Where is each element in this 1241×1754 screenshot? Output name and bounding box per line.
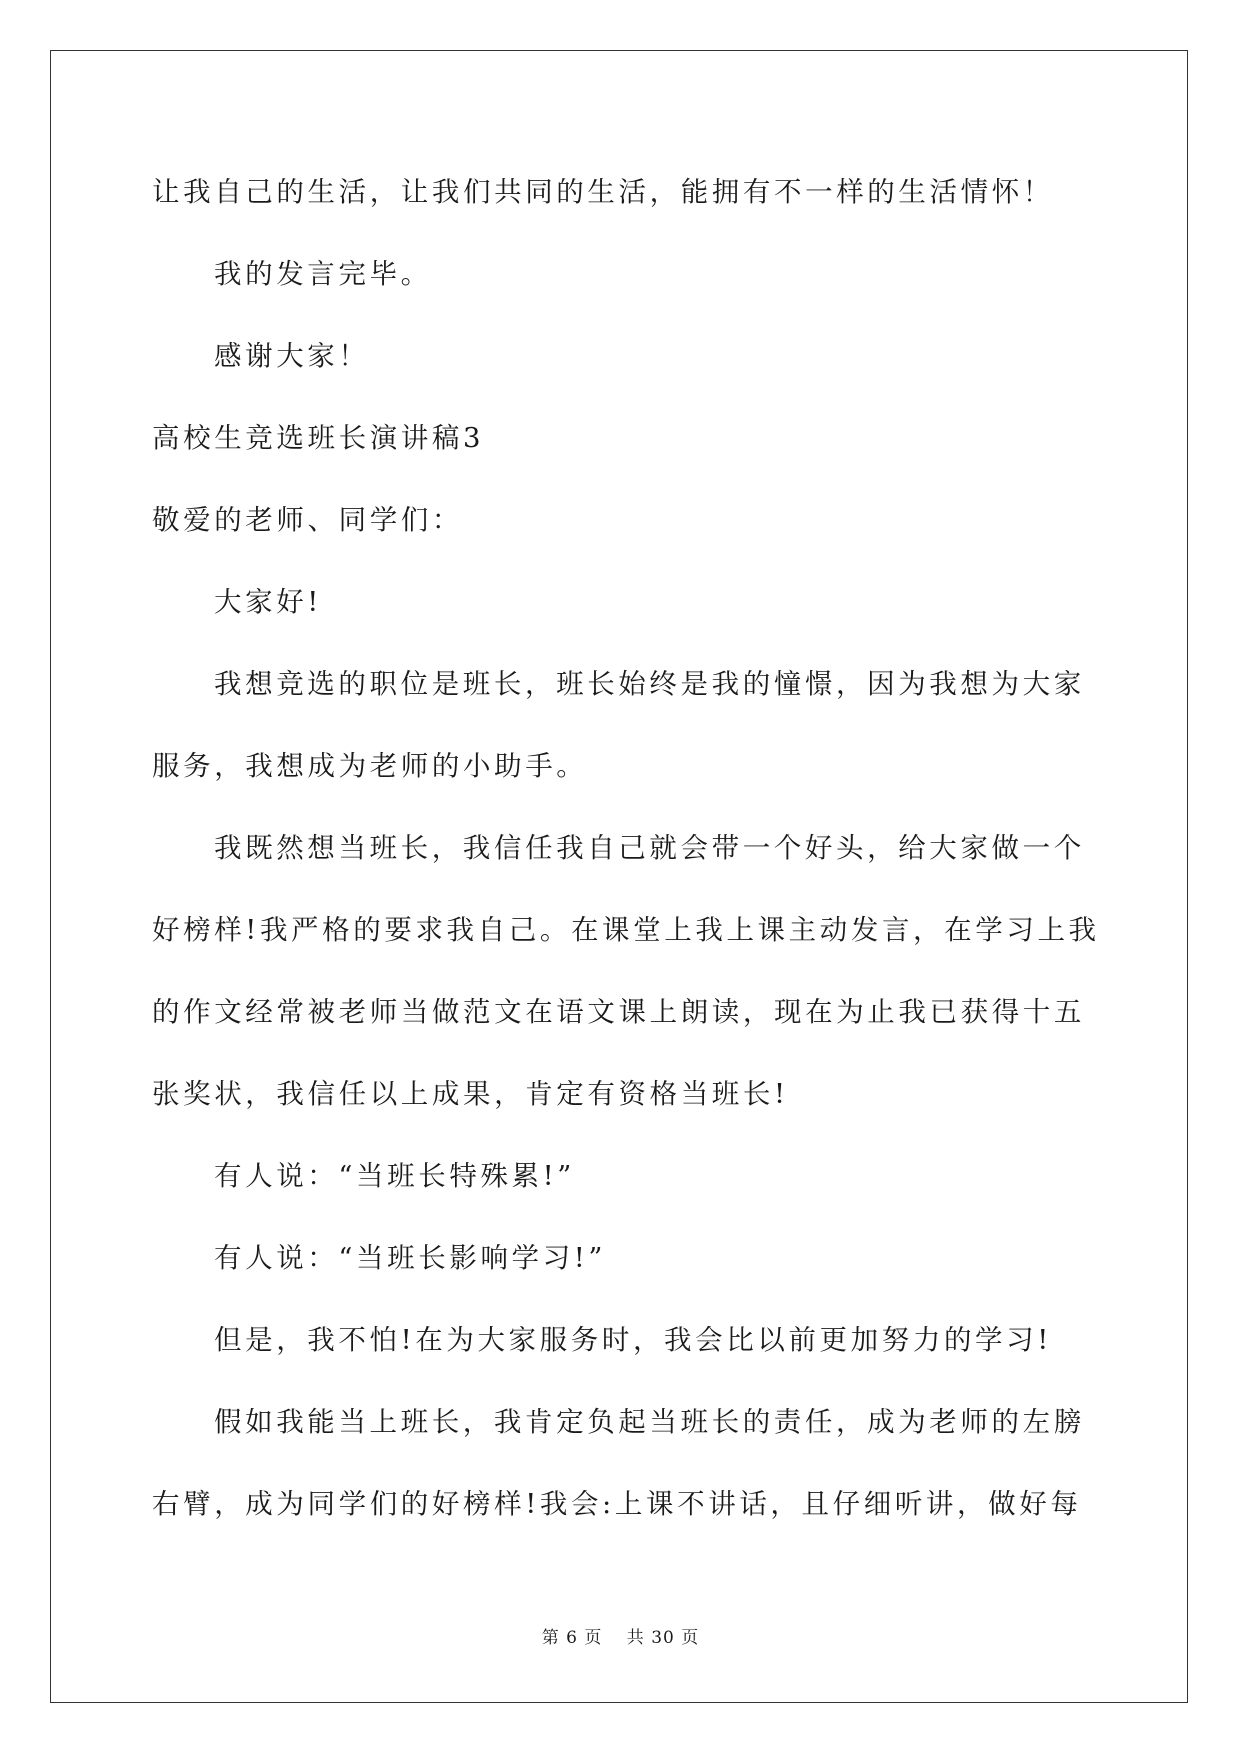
text-line-9: 我既然想当班长，我信任我自己就会带一个好头，给大家做一个: [214, 832, 1085, 864]
text-line-8: 服务，我想成为老师的小助手。: [152, 750, 588, 782]
text-line-3: 感谢大家！: [214, 340, 370, 372]
page-border: [50, 50, 1188, 1703]
text-line-16: 假如我能当上班长，我肯定负起当班长的责任，成为老师的左膀: [214, 1406, 1085, 1438]
page-number-footer: 第 6 页 共 30 页: [541, 1628, 700, 1648]
greeting: 大家好!: [214, 586, 322, 618]
text-line-10: 好榜样!我严格的要求我自己。在课堂上我上课主动发言，在学习上我: [152, 914, 1100, 946]
section-heading: 高校生竞选班长演讲稿3: [152, 422, 485, 454]
text-line-2: 我的发言完毕。: [214, 258, 432, 290]
text-line-1: 让我自己的生活，让我们共同的生活，能拥有不一样的生活情怀！: [152, 176, 1054, 208]
text-line-13: 有人说：“当班长特殊累!”: [214, 1160, 575, 1192]
text-line-12: 张奖状，我信任以上成果，肯定有资格当班长!: [152, 1078, 789, 1110]
text-line-15: 但是，我不怕!在为大家服务时，我会比以前更加努力的学习!: [214, 1324, 1052, 1356]
text-line-14: 有人说：“当班长影响学习!”: [214, 1242, 607, 1274]
text-line-17: 右臂，成为同学们的好榜样!我会:上课不讲话，且仔细听讲，做好每: [152, 1488, 1082, 1520]
text-line-11: 的作文经常被老师当做范文在语文课上朗读，现在为止我已获得十五: [152, 996, 1085, 1028]
text-line-7: 我想竞选的职位是班长，班长始终是我的憧憬，因为我想为大家: [214, 668, 1085, 700]
salutation: 敬爱的老师、同学们：: [152, 504, 463, 536]
